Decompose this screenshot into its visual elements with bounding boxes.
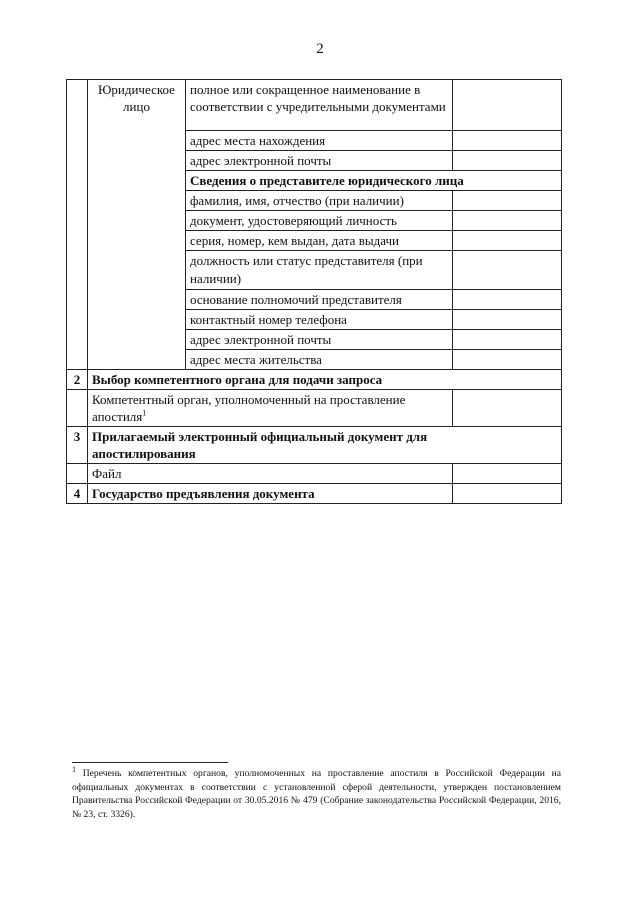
value-cell [453,80,562,131]
field-label: адрес места жительства [186,350,453,370]
value-cell [453,251,562,290]
field-label: серия, номер, кем выдан, дата выдачи [186,231,453,251]
field-label: фамилия, имя, отчество (при наличии) [186,191,453,211]
table-row [67,390,562,427]
value-cell [453,390,562,427]
footnote [72,764,561,821]
field-label: контактный номер телефона [186,310,453,330]
section-title: Выбор компетентного органа для подачи запроса [88,370,562,390]
value-cell [453,350,562,370]
number-cell [67,390,88,427]
section-header-row [67,484,562,504]
field-label: адрес места нахождения [186,131,453,151]
footnote-text: Перечень компетентных органов, уполномоченных на проставление апостиля в Российской Федерации на официальных документах в соответствии с установленной сферой деятельности, утвержден постановлением Правительства Российской Федерации от 30.05.2016 № 479 (Собрание законодательства Российской Федерации, 2016, № 23, ст. 3326). [72,768,561,820]
footnote-reference: 1 [142,408,147,418]
footnote-mark: 1 [72,764,76,774]
value-cell [453,231,562,251]
footnote-divider [72,762,228,763]
value-cell [453,484,562,504]
page-number: 2 [316,41,324,57]
value-cell [453,290,562,310]
section-number: 4 [67,484,88,504]
table-row [67,464,562,484]
number-cell [67,80,88,370]
section-title: Прилагаемый электронный официальный документ для апостилирования [88,427,562,464]
number-cell [67,464,88,484]
section-header-row [67,427,562,464]
application-form-table [66,79,562,504]
section-number: 2 [67,370,88,390]
field-label: должность или статус представителя (при наличии) [186,251,453,290]
table-row [67,80,562,131]
field-label [88,390,453,427]
field-label: адрес электронной почты [186,330,453,350]
value-cell [453,330,562,350]
field-label: основание полномочий представителя [186,290,453,310]
value-cell [453,151,562,171]
representative-header: Сведения о представителе юридического лица [186,171,562,191]
section-title: Государство предъявления документа [88,484,453,504]
field-label: Файл [88,464,453,484]
value-cell [453,211,562,231]
field-label: полное или сокращенное наименование в соответствии с учредительными документами [186,80,453,131]
value-cell [453,464,562,484]
value-cell [453,131,562,151]
field-label: адрес электронной почты [186,151,453,171]
competent-authority-label: Компетентный орган, уполномоченный на проставление апостиля [92,392,406,424]
value-cell [453,191,562,211]
value-cell [453,310,562,330]
legal-entity-label: Юридическое лицо [88,80,186,370]
section-number: 3 [67,427,88,464]
field-label: документ, удостоверяющий личность [186,211,453,231]
section-header-row [67,370,562,390]
